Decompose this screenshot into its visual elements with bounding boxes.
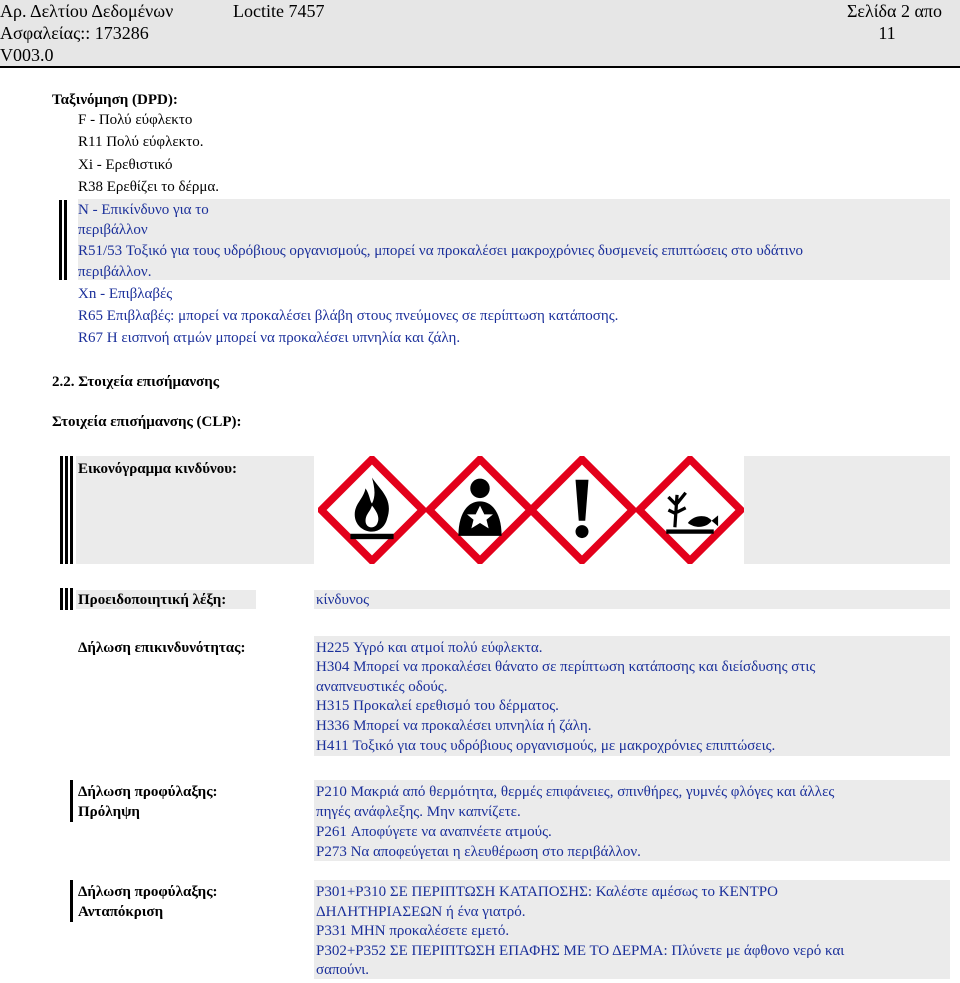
precaution-sublabel: Ανταπόκριση: [78, 904, 164, 920]
section-heading: 2.2. Στοιχεία επισήμανσης: [52, 374, 220, 390]
change-bar: [70, 880, 73, 922]
change-bar: [70, 588, 73, 610]
hazard-line: H225 Υγρό και ατμοί πολύ εύφλεκτα.: [316, 640, 543, 656]
hazard-line: H336 Μπορεί να προκαλέσει υπνηλία ή ζάλη.: [316, 718, 592, 734]
dpd-line: R11 Πολύ εύφλεκτο.: [78, 134, 204, 150]
header-title-line: Αρ. Δελτίου Δεδομένων: [0, 1, 174, 21]
response-line: P302+P352 ΣΕ ΠΕΡΙΠΤΩΣΗ ΕΠΑΦΗΣ ΜΕ ΤΟ ΔΕΡΜΑ: Πλύνετε με άφθονο νερό και: [316, 943, 845, 959]
prevention-line: P273 Να αποφεύγεται η ελευθέρωση στο περιβάλλον.: [316, 844, 641, 860]
change-bar: [64, 200, 67, 280]
dpd-line: R51/53 Τοξικό για τους υδρόβιους οργανισμούς, μπορεί να προκαλέσει μακροχρόνιες δυσμενείς επιπτώσεις στο υδάτινο: [78, 243, 804, 259]
change-bar: [60, 456, 63, 564]
response-line: ΔΗΛΗΤΗΡΙΑΣΕΩΝ ή ένα γιατρό.: [316, 904, 526, 920]
change-bar: [59, 200, 62, 280]
response-line: P331 ΜΗΝ προκαλέσετε εμετό.: [316, 923, 510, 939]
change-bar: [70, 780, 73, 822]
hazard-line: H304 Μπορεί να προκαλέσει θάνατο σε περίπτωση κατάποσης και διείσδυσης στις: [316, 659, 816, 675]
document-header: [0, 0, 960, 68]
dpd-line: R65 Επιβλαβές: μπορεί να προκαλέσει βλάβη στους πνεύμονες σε περίπτωση κατάποσης.: [78, 308, 619, 324]
exclamation-mark-icon: [528, 456, 636, 564]
row-shade: [744, 456, 950, 564]
change-bar: [65, 588, 68, 610]
environment-icon: [636, 456, 744, 564]
value-shade: [314, 590, 950, 609]
pictogram-label: Εικονόγραμμα κινδύνου:: [78, 461, 238, 477]
hazard-line: H411 Τοξικό για τους υδρόβιους οργανισμούς, με μακροχρόνιες επιπτώσεις.: [316, 738, 776, 754]
hazard-statement-label: Δήλωση επικινδυνότητας:: [78, 640, 246, 656]
header-version: V003.0: [0, 45, 54, 65]
change-bar: [70, 456, 73, 564]
flame-icon: [318, 456, 426, 564]
prevention-line: P210 Μακριά από θερμότητα, θερμές επιφάνειες, σπινθήρες, γυμνές φλόγες και άλλες: [316, 784, 835, 800]
page-total: 11: [878, 23, 896, 43]
dpd-line: Xn - Επιβλαβές: [78, 286, 173, 302]
change-bar: [65, 456, 68, 564]
hazard-line: αναπνευστικές οδούς.: [316, 679, 448, 695]
dpd-heading: Ταξινόμηση (DPD):: [52, 92, 178, 108]
prevention-line: P261 Αποφύγετε να αναπνέετε ατμούς.: [316, 824, 552, 840]
dpd-line: R67 Η εισπνοή ατμών μπορεί να προκαλέσει υπνηλία και ζάλη.: [78, 330, 461, 346]
product-name: Loctite 7457: [233, 1, 325, 21]
header-title-line: Ασφαλείας:: 173286: [0, 23, 149, 43]
precaution-label: Δήλωση προφύλαξης:: [78, 784, 218, 800]
dpd-line: N - Επικίνδυνο για το: [78, 202, 209, 218]
dpd-line: F - Πολύ εύφλεκτο: [78, 112, 193, 128]
prevention-line: πηγές ανάφλεξης. Μην καπνίζετε.: [316, 804, 521, 820]
page-label: Σελίδα 2 απο: [846, 1, 942, 21]
page-number: [792, 0, 942, 44]
change-bar: [60, 588, 63, 610]
dpd-line: περιβάλλον: [78, 222, 148, 238]
hazard-line: H315 Προκαλεί ερεθισμό του δέρματος.: [316, 698, 559, 714]
precaution-sublabel: Πρόληψη: [78, 804, 140, 820]
dpd-line: Xi - Ερεθιστικό: [78, 157, 173, 173]
dpd-line: R38 Ερεθίζει το δέρμα.: [78, 179, 219, 195]
clp-heading: Στοιχεία επισήμανσης (CLP):: [52, 414, 242, 430]
response-line: σαπούνι.: [316, 962, 370, 978]
response-line: P301+P310 ΣΕ ΠΕΡΙΠΤΩΣΗ ΚΑΤΑΠΟΣΗΣ: Καλέστε αμέσως το ΚΕΝΤΡΟ: [316, 884, 778, 900]
health-hazard-icon: [426, 456, 534, 564]
signal-word-label: Προειδοποιητική λέξη:: [78, 592, 227, 608]
precaution-label: Δήλωση προφύλαξης:: [78, 884, 218, 900]
sds-number: [0, 0, 230, 66]
dpd-line: περιβάλλον.: [78, 264, 152, 280]
signal-word-value: κίνδυνος: [316, 592, 370, 608]
